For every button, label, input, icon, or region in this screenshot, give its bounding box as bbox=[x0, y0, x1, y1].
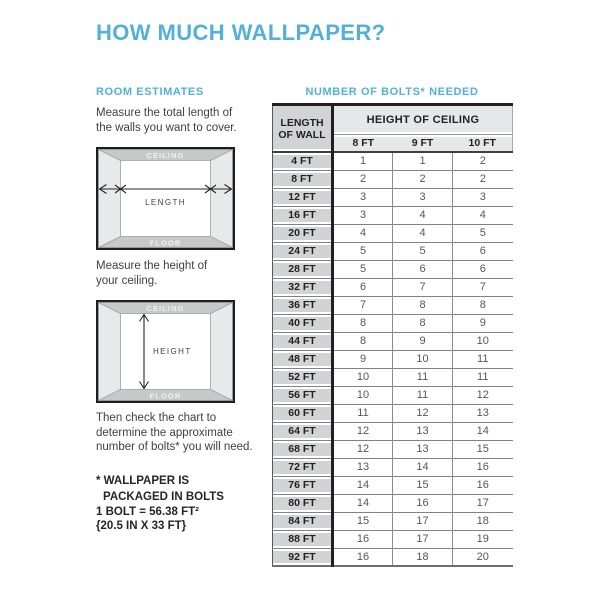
bolt-count-cell: 12 bbox=[333, 422, 393, 440]
bolt-count-cell: 5 bbox=[453, 224, 513, 242]
step1-line: Measure the total length of bbox=[96, 107, 233, 119]
bolt-info-line: {20.5 IN X 33 FT} bbox=[96, 520, 187, 532]
bolt-count-cell: 6 bbox=[393, 260, 453, 278]
bolt-count-cell: 2 bbox=[453, 152, 513, 170]
wall-length-cell: 24 FT bbox=[273, 242, 333, 260]
bolt-count-cell: 10 bbox=[393, 350, 453, 368]
bolt-count-cell: 14 bbox=[333, 494, 393, 512]
wall-length-cell: 76 FT bbox=[273, 476, 333, 494]
bolt-count-cell: 6 bbox=[453, 260, 513, 278]
wall-length-cell: 48 FT bbox=[273, 350, 333, 368]
bolt-count-cell: 17 bbox=[393, 530, 453, 548]
bolt-count-cell: 3 bbox=[333, 206, 393, 224]
bolt-count-cell: 14 bbox=[453, 422, 513, 440]
wall-length-cell: 68 FT bbox=[273, 440, 333, 458]
floor-label: FLOOR bbox=[149, 391, 182, 401]
table-row bbox=[273, 548, 513, 566]
bolt-count-cell: 15 bbox=[333, 512, 393, 530]
bolt-count-cell: 3 bbox=[453, 188, 513, 206]
step2-text bbox=[96, 259, 207, 288]
bolt-count-cell: 8 bbox=[393, 314, 453, 332]
footnote-line: * WALLPAPER IS bbox=[96, 475, 190, 487]
room-estimates-heading: ROOM ESTIMATES bbox=[96, 86, 204, 98]
bolt-count-cell: 7 bbox=[453, 278, 513, 296]
wall-length-cell: 44 FT bbox=[273, 332, 333, 350]
table-row bbox=[273, 512, 513, 530]
wall-length-cell: 52 FT bbox=[273, 368, 333, 386]
bolt-count-cell: 16 bbox=[453, 458, 513, 476]
bolt-count-cell: 2 bbox=[453, 170, 513, 188]
bolt-count-cell: 12 bbox=[333, 440, 393, 458]
bolt-count-cell: 10 bbox=[333, 368, 393, 386]
table-row bbox=[273, 296, 513, 314]
bolt-count-cell: 11 bbox=[393, 368, 453, 386]
room-length-diagram bbox=[96, 147, 235, 250]
corner-header-line: LENGTH bbox=[280, 116, 324, 129]
col-header-8ft: 8 FT bbox=[333, 135, 393, 153]
wall-length-cell: 4 FT bbox=[273, 152, 333, 170]
bolt-count-cell: 7 bbox=[333, 296, 393, 314]
step3-line: number of bolts* you will need. bbox=[96, 441, 253, 453]
table-row bbox=[273, 170, 513, 188]
wall-length-cell: 84 FT bbox=[273, 512, 333, 530]
bolt-count-cell: 7 bbox=[393, 278, 453, 296]
table-row bbox=[273, 278, 513, 296]
step3-line: determine the approximate bbox=[96, 426, 233, 439]
col-header-9ft: 9 FT bbox=[393, 135, 453, 153]
bolt-info-line: 1 BOLT = 56.38 FT² bbox=[96, 506, 199, 518]
table-row bbox=[273, 368, 513, 386]
step3-line: Then check the chart to bbox=[96, 412, 217, 424]
height-label: HEIGHT bbox=[153, 347, 192, 356]
height-of-ceiling-header: HEIGHT OF CEILING bbox=[333, 105, 513, 135]
bolt-count-cell: 2 bbox=[333, 170, 393, 188]
bolt-size-info bbox=[96, 505, 199, 533]
table-row bbox=[273, 260, 513, 278]
step2-line: Measure the height of bbox=[96, 260, 208, 272]
table-header-row bbox=[273, 105, 513, 135]
bolt-count-cell: 5 bbox=[333, 242, 393, 260]
bolt-count-cell: 13 bbox=[393, 422, 453, 440]
bolt-count-cell: 19 bbox=[453, 530, 513, 548]
bolt-count-cell: 11 bbox=[333, 404, 393, 422]
bolt-count-cell: 3 bbox=[333, 188, 393, 206]
table-row bbox=[273, 224, 513, 242]
ceiling-label: CEILING bbox=[146, 151, 185, 160]
wall-length-cell: 20 FT bbox=[273, 224, 333, 242]
table-row bbox=[273, 404, 513, 422]
wall-length-cell: 36 FT bbox=[273, 296, 333, 314]
bolt-count-cell: 4 bbox=[393, 224, 453, 242]
table-row bbox=[273, 422, 513, 440]
bolt-count-cell: 4 bbox=[393, 206, 453, 224]
bolt-count-cell: 4 bbox=[453, 206, 513, 224]
corner-header-line: OF WALL bbox=[278, 128, 326, 141]
bolt-count-cell: 13 bbox=[393, 440, 453, 458]
bolt-count-cell: 11 bbox=[453, 368, 513, 386]
bolt-count-cell: 8 bbox=[393, 296, 453, 314]
table-row bbox=[273, 314, 513, 332]
bolt-count-cell: 9 bbox=[393, 332, 453, 350]
floor-label: FLOOR bbox=[149, 238, 182, 248]
bolts-table bbox=[272, 103, 513, 567]
wall-length-cell: 28 FT bbox=[273, 260, 333, 278]
page-title: HOW MUCH WALLPAPER? bbox=[96, 20, 386, 45]
length-of-wall-header bbox=[273, 105, 333, 153]
wall-length-cell: 92 FT bbox=[273, 548, 333, 566]
wall-length-cell: 8 FT bbox=[273, 170, 333, 188]
wall-length-cell: 56 FT bbox=[273, 386, 333, 404]
bolt-count-cell: 16 bbox=[393, 494, 453, 512]
col-header-10ft: 10 FT bbox=[453, 135, 513, 153]
bolt-count-cell: 8 bbox=[333, 332, 393, 350]
bolt-count-cell: 20 bbox=[453, 548, 513, 566]
wall-length-cell: 88 FT bbox=[273, 530, 333, 548]
table-row bbox=[273, 440, 513, 458]
wall-length-cell: 64 FT bbox=[273, 422, 333, 440]
bolts-table-body bbox=[273, 152, 513, 566]
bolt-count-cell: 2 bbox=[393, 170, 453, 188]
bolt-count-cell: 12 bbox=[453, 386, 513, 404]
step2-line: your ceiling. bbox=[96, 274, 158, 287]
bolt-count-cell: 14 bbox=[333, 476, 393, 494]
table-row bbox=[273, 476, 513, 494]
bolts-footnote bbox=[96, 474, 224, 505]
bolt-count-cell: 6 bbox=[333, 278, 393, 296]
room-height-diagram bbox=[96, 300, 235, 403]
step1-line: the walls you want to cover. bbox=[96, 121, 237, 134]
bolt-count-cell: 14 bbox=[393, 458, 453, 476]
left-wall bbox=[99, 150, 121, 248]
table-row bbox=[273, 350, 513, 368]
bolts-needed-heading: NUMBER OF BOLTS* NEEDED bbox=[305, 86, 479, 98]
bolt-count-cell: 9 bbox=[333, 350, 393, 368]
bolt-count-cell: 5 bbox=[333, 260, 393, 278]
right-wall bbox=[211, 150, 233, 248]
bolt-count-cell: 1 bbox=[333, 152, 393, 170]
bolt-count-cell: 4 bbox=[333, 224, 393, 242]
footnote-line: PACKAGED IN BOLTS bbox=[103, 490, 224, 503]
table-row bbox=[273, 458, 513, 476]
bolt-count-cell: 3 bbox=[393, 188, 453, 206]
bolt-count-cell: 10 bbox=[333, 386, 393, 404]
table-row bbox=[273, 332, 513, 350]
bolt-count-cell: 18 bbox=[393, 548, 453, 566]
step3-text bbox=[96, 411, 253, 455]
bolt-count-cell: 5 bbox=[393, 242, 453, 260]
table-row bbox=[273, 530, 513, 548]
bolt-count-cell: 8 bbox=[333, 314, 393, 332]
bolt-count-cell: 17 bbox=[453, 494, 513, 512]
bolt-count-cell: 11 bbox=[393, 386, 453, 404]
bolt-count-cell: 12 bbox=[393, 404, 453, 422]
wall-length-cell: 80 FT bbox=[273, 494, 333, 512]
table-row bbox=[273, 152, 513, 170]
left-wall bbox=[99, 303, 121, 401]
bolt-count-cell: 17 bbox=[393, 512, 453, 530]
bolt-count-cell: 15 bbox=[393, 476, 453, 494]
bolt-count-cell: 18 bbox=[453, 512, 513, 530]
bolt-count-cell: 6 bbox=[453, 242, 513, 260]
bolt-count-cell: 13 bbox=[453, 404, 513, 422]
bolt-count-cell: 16 bbox=[333, 548, 393, 566]
wall-length-cell: 16 FT bbox=[273, 206, 333, 224]
right-wall bbox=[211, 303, 233, 401]
bolt-count-cell: 10 bbox=[453, 332, 513, 350]
bolt-count-cell: 9 bbox=[453, 314, 513, 332]
table-row bbox=[273, 188, 513, 206]
length-label: LENGTH bbox=[145, 198, 186, 207]
wall-length-cell: 12 FT bbox=[273, 188, 333, 206]
table-row bbox=[273, 386, 513, 404]
wall-length-cell: 32 FT bbox=[273, 278, 333, 296]
wall-length-cell: 40 FT bbox=[273, 314, 333, 332]
wall-length-cell: 72 FT bbox=[273, 458, 333, 476]
bolt-count-cell: 13 bbox=[333, 458, 393, 476]
step1-text bbox=[96, 106, 237, 135]
bolt-count-cell: 16 bbox=[453, 476, 513, 494]
bolt-count-cell: 1 bbox=[393, 152, 453, 170]
bolt-count-cell: 15 bbox=[453, 440, 513, 458]
bolt-count-cell: 16 bbox=[333, 530, 393, 548]
bolt-count-cell: 8 bbox=[453, 296, 513, 314]
table-row bbox=[273, 206, 513, 224]
ceiling-label: CEILING bbox=[146, 304, 185, 313]
bolt-count-cell: 11 bbox=[453, 350, 513, 368]
wall-length-cell: 60 FT bbox=[273, 404, 333, 422]
table-row bbox=[273, 242, 513, 260]
table-row bbox=[273, 494, 513, 512]
